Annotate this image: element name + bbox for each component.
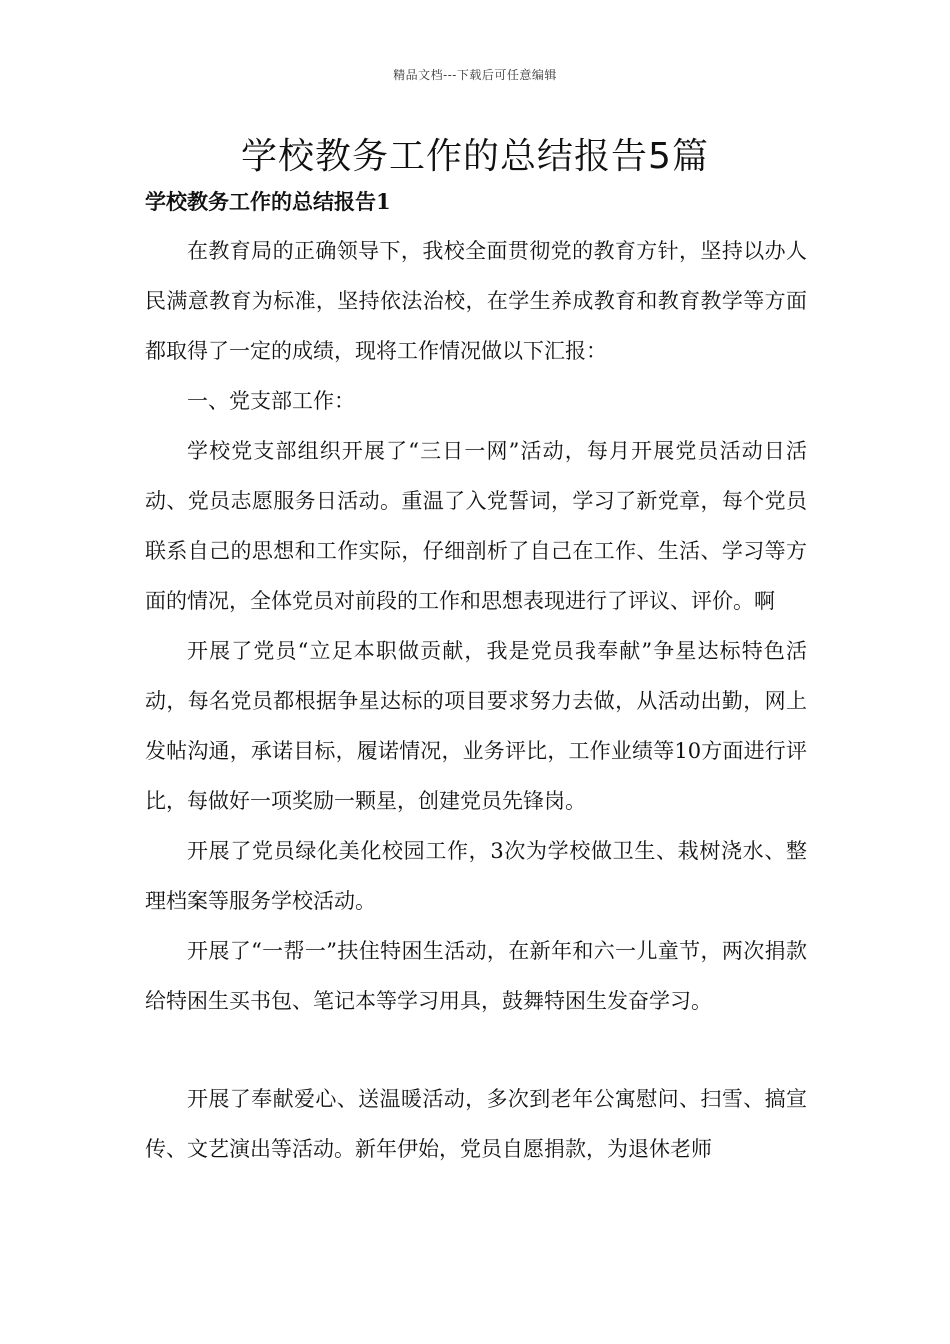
paragraph-heading-party-branch: 一、党支部工作：: [187, 389, 355, 413]
paragraph-star-campaign: 开展了党员“立足本职做贡献，我是党员我奉献”争星达标特色活动，每名党员都根据争星达标的项目要求努力去做，从活动出勤，网上发帖沟通，承诺目标，履诺情况，业务评比，工作业绩等10方面进行评比，每做好一项奖励一颗星，创建党员先锋岗。: [145, 639, 807, 813]
paragraph-activities: 学校党支部组织开展了“三日一网”活动，每月开展党员活动日活动、党员志愿服务日活动。重温了入党誓词，学习了新党章，每个党员联系自己的思想和工作实际，仔细剖析了自己在工作、生活、学习等方面的情况，全体党员对前段的工作和思想表现进行了评议、评价。啊: [145, 439, 807, 613]
paragraph-warmth-activities: 开展了奉献爱心、送温暖活动，多次到老年公寓慰问、扫雪、搞宣传、文艺演出等活动。新年伊始，党员自愿捐款，为退休老师: [145, 1087, 807, 1161]
document-title: 学校教务工作的总结报告5篇: [241, 136, 709, 177]
paragraph-intro: 在教育局的正确领导下，我校全面贯彻党的教育方针，坚持以办人民满意教育为标准，坚持依法治校，在学生养成教育和教育教学等方面都取得了一定的成绩，现将工作情况做以下汇报：: [145, 239, 807, 363]
section-title: 学校教务工作的总结报告1: [145, 189, 391, 214]
paragraph-help-students: 开展了“一帮一”扶住特困生活动，在新年和六一儿童节，两次捐款给特困生买书包、笔记本等学习用具，鼓舞特困生发奋学习。: [145, 939, 807, 1013]
document-body: [145, 226, 807, 1174]
header-note: 精品文档---下载后可任意编辑: [393, 68, 557, 82]
paragraph-campus-greening: 开展了党员绿化美化校园工作，3次为学校做卫生、栽树浇水、整理档案等服务学校活动。: [145, 839, 807, 913]
